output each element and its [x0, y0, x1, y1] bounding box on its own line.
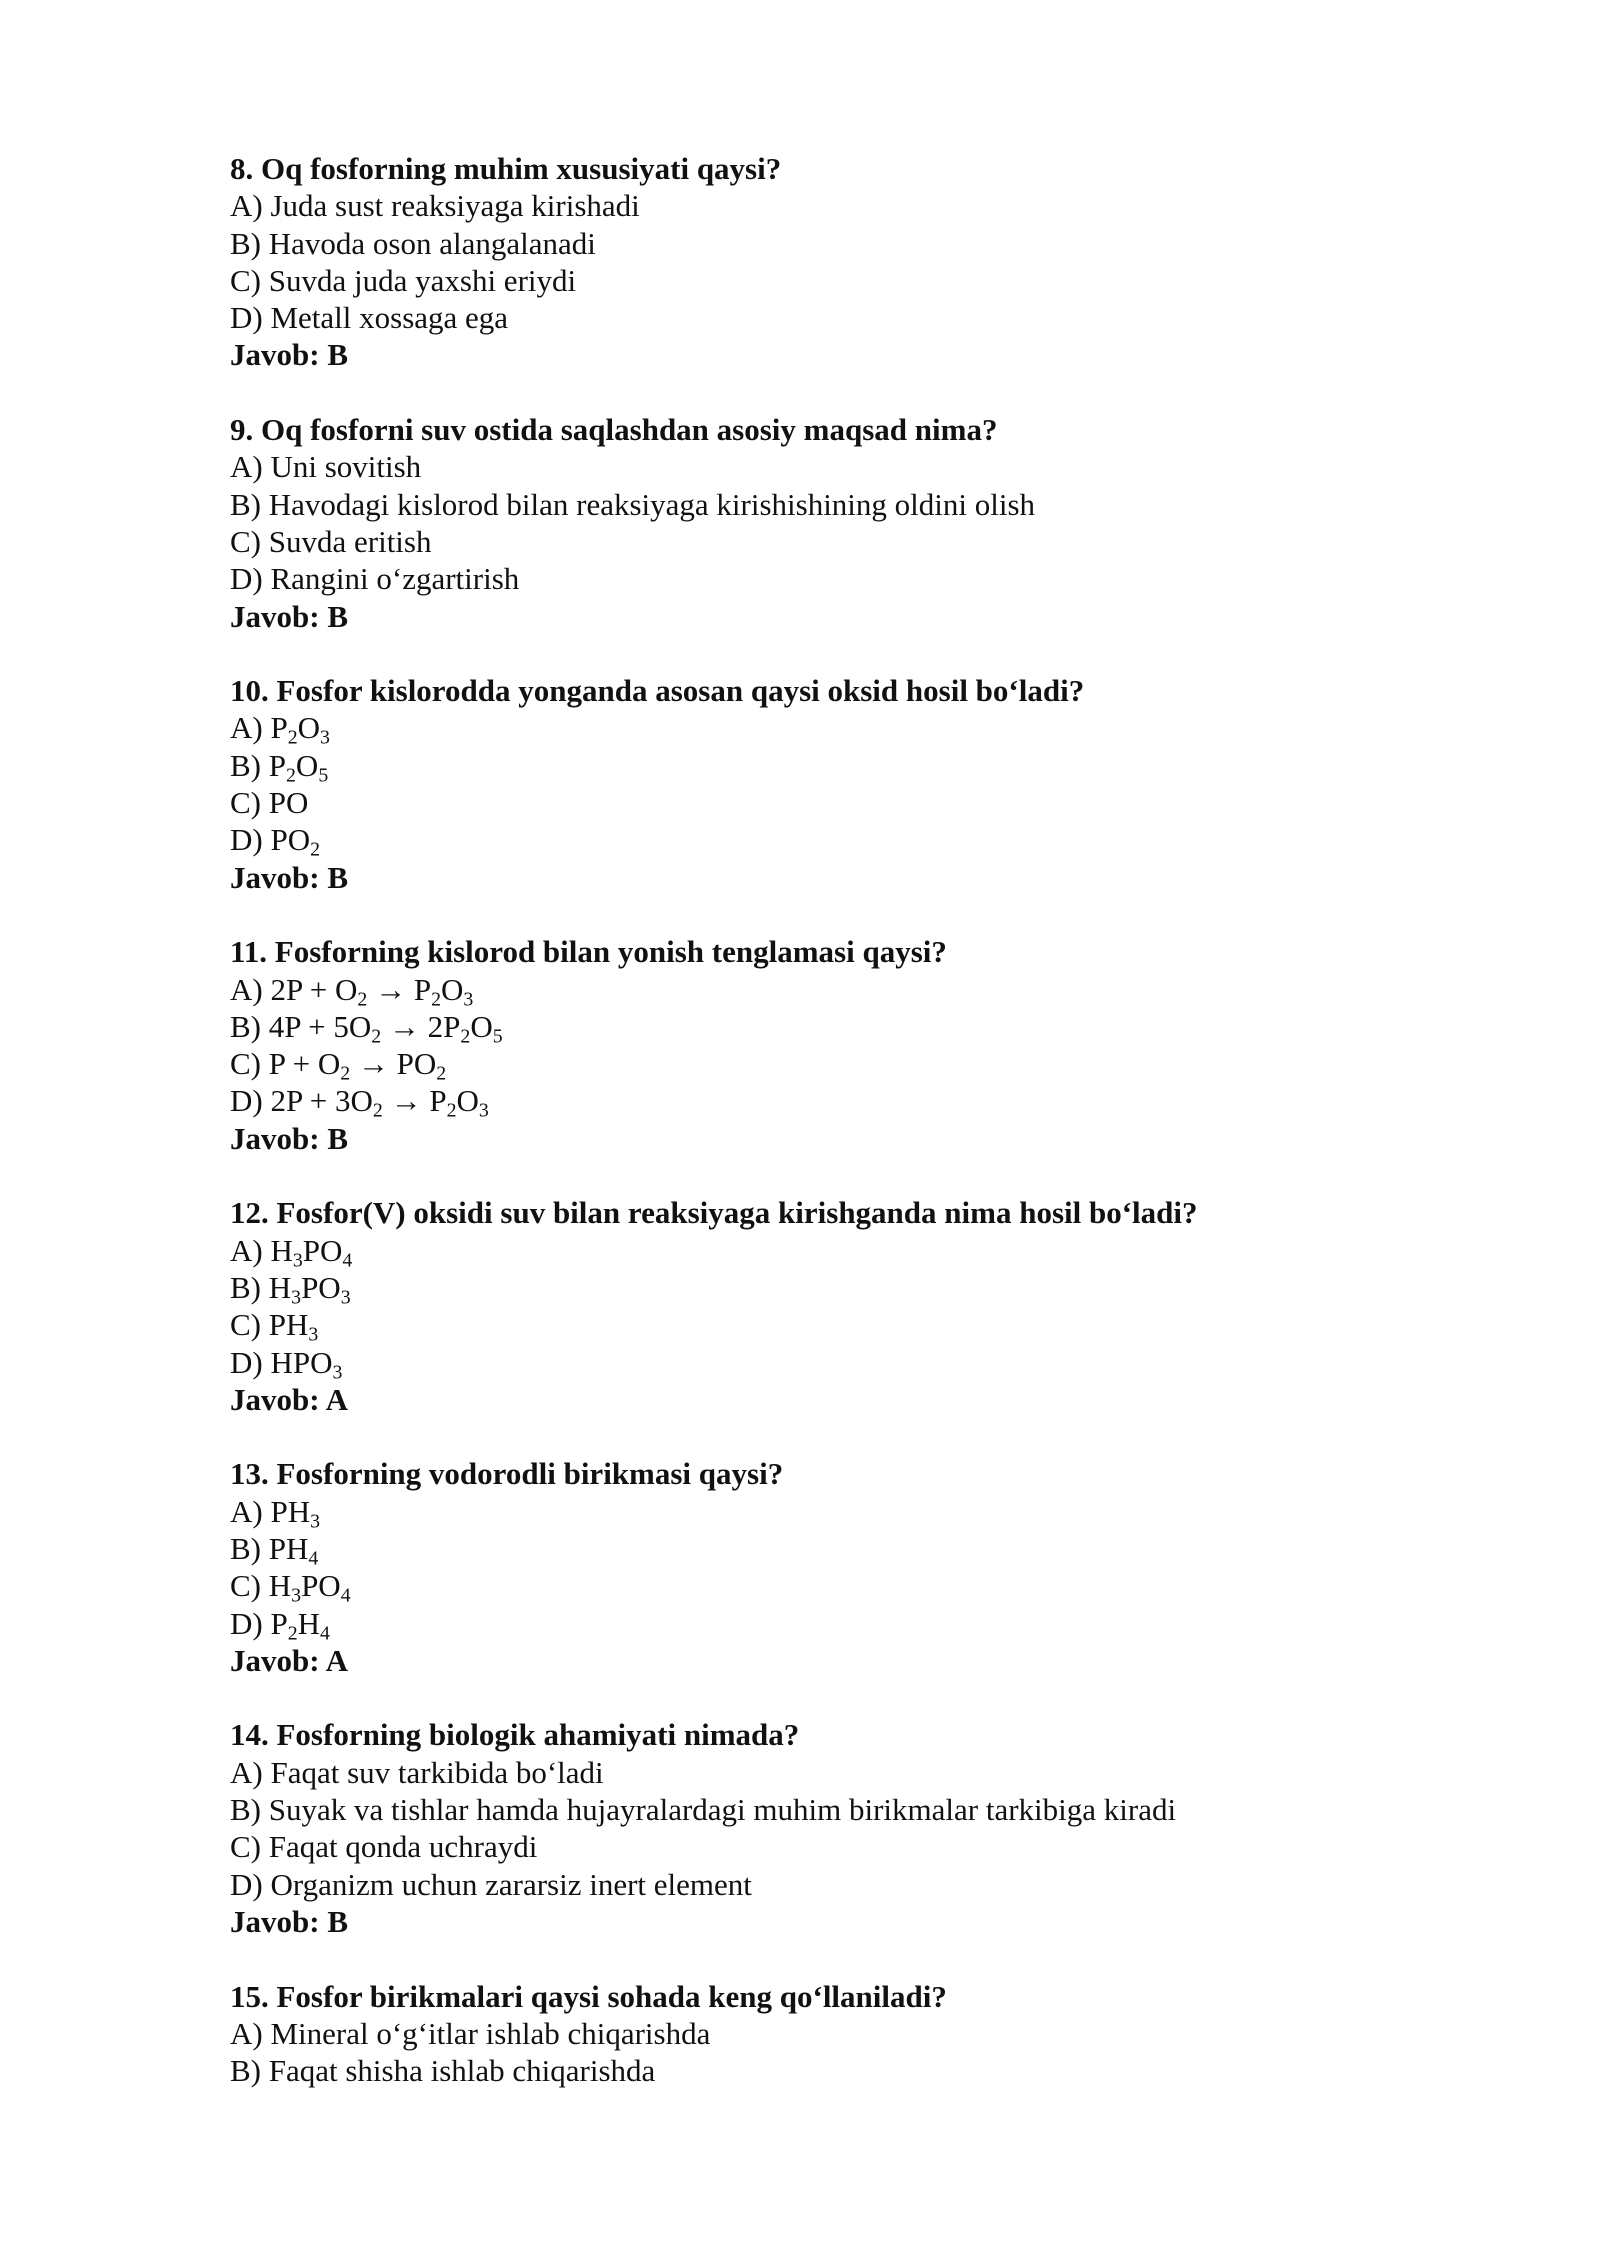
- subscript: 2: [372, 1099, 383, 1122]
- subscript: 2: [371, 1025, 382, 1048]
- subscript: 3: [332, 1361, 343, 1384]
- option-text: A) PH: [230, 1493, 311, 1529]
- answer-key: Javob: B: [230, 1903, 348, 1939]
- option-text: C) Suvda eritish: [230, 523, 432, 559]
- question-block: [230, 672, 1430, 896]
- question-title: 14. Fosforning biologik ahamiyati nimada?: [230, 1717, 800, 1753]
- option-text: D) P: [230, 1605, 288, 1641]
- option-text: PO: [301, 1568, 341, 1604]
- option-text: B) P: [230, 747, 286, 783]
- answer-option: [230, 1082, 1430, 1122]
- option-text: → P: [382, 1083, 447, 1119]
- answer-option: [230, 1530, 1430, 1570]
- option-text: A) Juda sust reaksiyaga kirishadi: [230, 188, 640, 224]
- option-text: B) Havoda oson alangalanadi: [230, 225, 596, 261]
- option-text: D) HPO: [230, 1344, 333, 1380]
- subscript: 2: [460, 1025, 471, 1048]
- answer-option: [230, 486, 1430, 523]
- option-text: D) Organizm uchun zararsiz inert element: [230, 1866, 752, 1902]
- answer-option: [230, 1754, 1430, 1791]
- answer-key: Javob: B: [230, 337, 348, 373]
- option-text: C) PH: [230, 1307, 309, 1343]
- option-text: D) Rangini oʻzgartirish: [230, 561, 520, 597]
- answer-option: [230, 1567, 1430, 1607]
- answer-option: [230, 1045, 1430, 1085]
- answer-option: [230, 1605, 1430, 1645]
- answer-option: [230, 709, 1430, 749]
- subscript: 3: [308, 1323, 319, 1346]
- option-text: A) Faqat suv tarkibida boʻladi: [230, 1754, 604, 1790]
- option-text: A) P: [230, 710, 288, 746]
- subscript: 3: [478, 1099, 489, 1122]
- subscript: 2: [357, 988, 368, 1011]
- subscript: 3: [463, 988, 474, 1011]
- option-text: PO: [302, 1232, 343, 1268]
- subscript: 4: [308, 1547, 319, 1570]
- option-text: H: [297, 1605, 321, 1641]
- option-text: → 2P: [381, 1008, 461, 1044]
- option-text: B) Havodagi kislorod bilan reaksiyaga kirishishining oldini olish: [230, 486, 1036, 522]
- option-text: A) H: [230, 1232, 293, 1268]
- option-text: C) PO: [230, 785, 309, 821]
- question-title: 11. Fosforning kislorod bilan yonish tenglamasi qaysi?: [230, 934, 947, 970]
- subscript: 4: [340, 1584, 351, 1607]
- option-text: B) Faqat shisha ishlab chiqarishda: [230, 2053, 656, 2089]
- option-text: O: [456, 1083, 479, 1119]
- question-block: [230, 1194, 1430, 1418]
- subscript: 2: [431, 988, 442, 1011]
- answer-key: Javob: B: [230, 859, 348, 895]
- question-title: 10. Fosfor kislorodda yonganda asosan qaysi oksid hosil boʻladi?: [230, 673, 1085, 709]
- answer-option: [230, 1008, 1430, 1048]
- subscript: 3: [291, 1286, 302, 1309]
- question-list: [230, 150, 1430, 2089]
- answer-option: [230, 2015, 1430, 2052]
- subscript: 2: [436, 1062, 447, 1085]
- question-block: [230, 933, 1430, 1157]
- option-text: C) Faqat qonda uchraydi: [230, 1829, 538, 1865]
- answer-option: [230, 971, 1430, 1011]
- answer-option: [230, 1493, 1430, 1533]
- subscript: 2: [286, 764, 296, 787]
- option-text: O: [441, 971, 464, 1007]
- option-text: O: [295, 747, 319, 783]
- option-text: PO: [301, 1269, 341, 1305]
- option-text: O: [297, 710, 321, 746]
- answer-option: [230, 821, 1430, 861]
- question-title: 15. Fosfor birikmalari qaysi sohada keng qoʻllaniladi?: [230, 1978, 947, 2014]
- answer-option: [230, 747, 1430, 787]
- answer-option: [230, 299, 1430, 336]
- subscript: 2: [310, 838, 321, 861]
- answer-option: [230, 1791, 1430, 1828]
- option-text: → PO: [350, 1046, 437, 1082]
- answer-option: [230, 262, 1430, 299]
- option-text: O: [470, 1008, 493, 1044]
- option-text: A) Uni sovitish: [230, 449, 422, 485]
- answer-option: [230, 187, 1430, 224]
- subscript: 4: [320, 1622, 330, 1645]
- question-title: 12. Fosfor(V) oksidi suv bilan reaksiyaga kirishganda nima hosil boʻladi?: [230, 1195, 1198, 1231]
- subscript: 2: [446, 1099, 457, 1122]
- subscript: 5: [318, 764, 329, 787]
- answer-key: Javob: A: [230, 1381, 348, 1417]
- option-text: D) Metall xossaga ega: [230, 300, 509, 336]
- answer-key: Javob: B: [230, 598, 348, 634]
- option-text: C) P + O: [230, 1046, 341, 1082]
- option-text: B) H: [230, 1269, 292, 1305]
- answer-option: [230, 1344, 1430, 1384]
- subscript: 3: [320, 727, 330, 749]
- option-text: B) 4P + 5O: [230, 1008, 372, 1044]
- answer-option: [230, 560, 1430, 597]
- question-block: [230, 411, 1430, 635]
- answer-option: [230, 2052, 1430, 2089]
- answer-option: [230, 225, 1430, 262]
- subscript: 4: [342, 1249, 353, 1272]
- answer-key: Javob: A: [230, 1642, 348, 1678]
- subscript: 3: [310, 1510, 321, 1533]
- answer-option: [230, 1269, 1430, 1309]
- option-text: B) PH: [230, 1530, 309, 1566]
- question-block: [230, 1455, 1430, 1679]
- subscript: 3: [292, 1249, 303, 1272]
- answer-option: [230, 784, 1430, 821]
- document-page: [230, 150, 1430, 2127]
- subscript: 2: [287, 1622, 298, 1645]
- question-title: 13. Fosforning vodorodli birikmasi qaysi?: [230, 1456, 784, 1492]
- subscript: 2: [340, 1062, 351, 1085]
- answer-key: Javob: B: [230, 1120, 348, 1156]
- answer-option: [230, 448, 1430, 485]
- subscript: 5: [492, 1025, 503, 1048]
- option-text: D) 2P + 3O: [230, 1083, 373, 1119]
- option-text: A) Mineral oʻgʻitlar ishlab chiqarishda: [230, 2015, 711, 2051]
- option-text: C) Suvda juda yaxshi eriydi: [230, 262, 577, 298]
- subscript: 3: [291, 1584, 302, 1607]
- subscript: 2: [287, 727, 298, 749]
- question-block: [230, 150, 1430, 374]
- question-title: 9. Oq fosforni suv ostida saqlashdan asosiy maqsad nima?: [230, 412, 998, 448]
- option-text: D) PO: [230, 822, 311, 858]
- subscript: 3: [340, 1286, 351, 1309]
- answer-option: [230, 523, 1430, 560]
- question-block: [230, 1716, 1430, 1940]
- question-block: [230, 1978, 1430, 2090]
- answer-option: [230, 1306, 1430, 1346]
- answer-option: [230, 1828, 1430, 1865]
- answer-option: [230, 1232, 1430, 1272]
- question-title: 8. Oq fosforning muhim xususiyati qaysi?: [230, 151, 782, 186]
- option-text: C) H: [230, 1568, 292, 1604]
- answer-option: [230, 1866, 1430, 1903]
- option-text: B) Suyak va tishlar hamda hujayralardagi muhim birikmalar tarkibiga kiradi: [230, 1792, 1177, 1828]
- option-text: A) 2P + O: [230, 971, 358, 1007]
- option-text: → P: [367, 971, 432, 1007]
